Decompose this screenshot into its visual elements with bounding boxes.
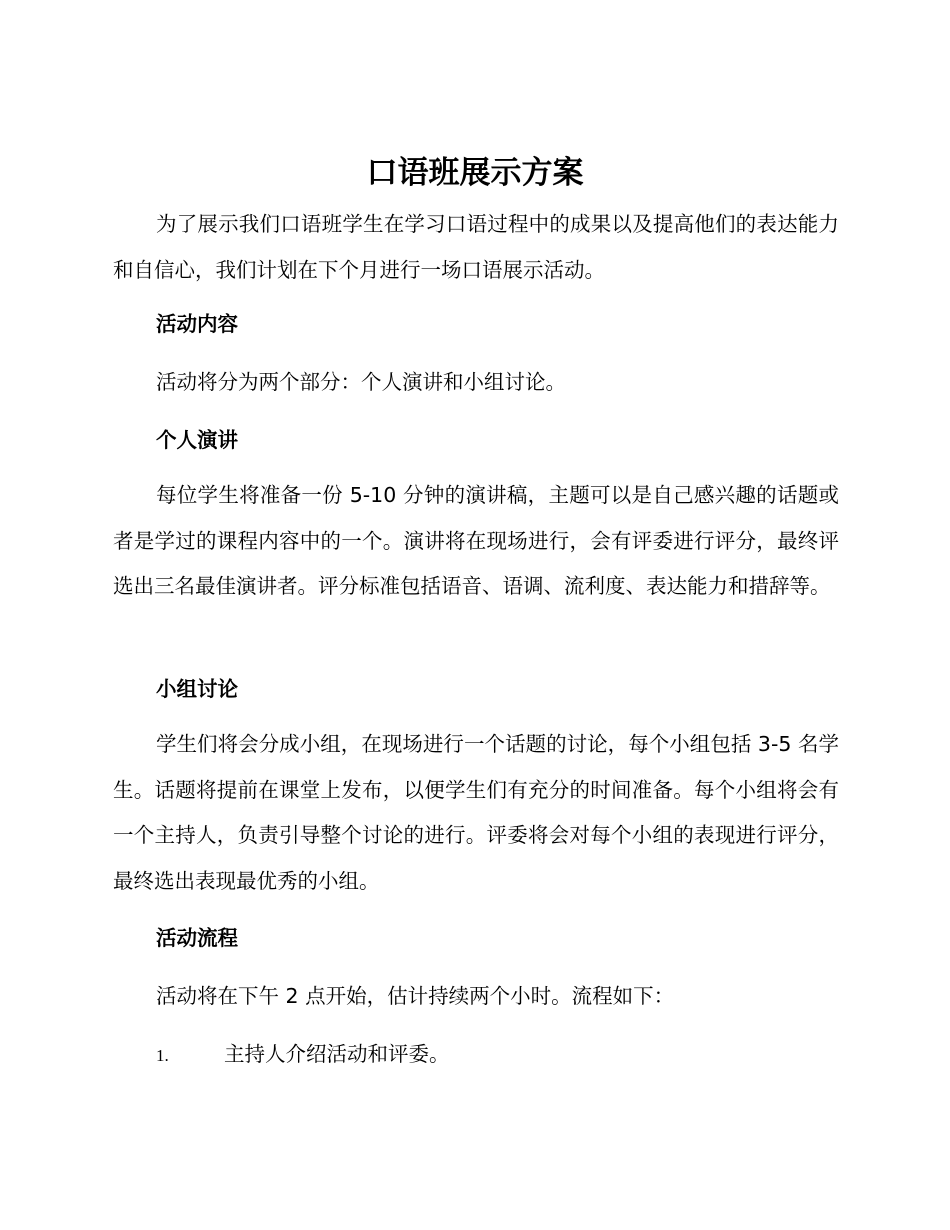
section-heading-activity-flow: 活动流程: [156, 926, 238, 950]
section-heading-activity-content: 活动内容: [156, 312, 238, 336]
section-heading-individual-speech: 个人演讲: [156, 428, 238, 452]
intro-paragraph: 为了展示我们口语班学生在学习口语过程中的成果以及提高他们的表达能力和自信心，我们计划在下个月进行一场口语展示活动。: [113, 212, 839, 282]
document-title: 口语班展示方案: [366, 155, 584, 191]
list-item-number: 1.: [156, 1046, 169, 1065]
list-item-text: 主持人介绍活动和评委。: [224, 1042, 450, 1066]
section-heading-group-discussion: 小组讨论: [156, 677, 238, 701]
section-text-activity-content: 活动将分为两个部分：个人演讲和小组讨论。: [156, 370, 566, 394]
section-text-individual-speech: 每位学生将准备一份 5-10 分钟的演讲稿，主题可以是自己感兴趣的话题或者是学过的课程内容中的一个。演讲将在现场进行，会有评委进行评分，最终评选出三名最佳演讲者。评分标准包括语音、语调、流利度、表达能力和措辞等。: [113, 483, 839, 598]
section-text-activity-flow: 活动将在下午 2 点开始，估计持续两个小时。流程如下：: [156, 984, 675, 1008]
list-item: [156, 1039, 836, 1071]
section-text-group-discussion: 学生们将会分成小组，在现场进行一个话题的讨论，每个小组包括 3-5 名学生。话题将提前在课堂上发布，以便学生们有充分的时间准备。每个小组将会有一个主持人，负责引导整个讨论的进行。评委将会对每个小组的表现进行评分，最终选出表现最优秀的小组。: [113, 732, 839, 893]
